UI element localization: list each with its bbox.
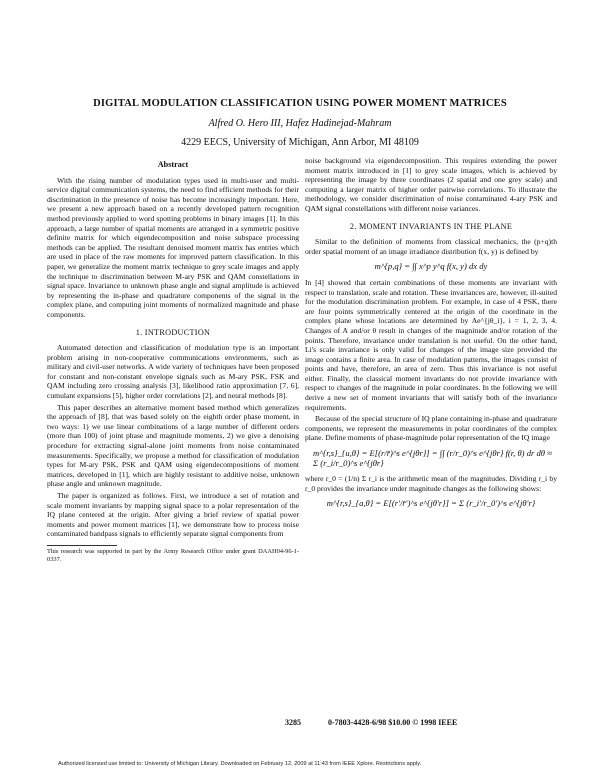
section-2-paragraph-4: where r_0 = (1/n) Σ r_i is the arithmetic mean of the magnitudes. Dividing r_i by r_0 provides the invariance under magnitude changes as the following shows: bbox=[305, 474, 557, 493]
abstract-heading: Abstract bbox=[157, 160, 189, 169]
left-column bbox=[47, 156, 299, 565]
footnote-rule bbox=[47, 545, 117, 546]
copyright-notice: 0-7803-4428-6/98 $10.00 © 1998 IEEE bbox=[328, 718, 458, 727]
page-number: 3285 bbox=[285, 718, 301, 727]
section-1-heading: 1. INTRODUCTION bbox=[135, 327, 211, 337]
intro-paragraph-3: The paper is organized as follows. First, we introduce a set of rotation and scale moment invariants by mapping signal space to a polar representation of the IQ plane centered at the origin. After giving a brief review of spatial power moments and power moment matrices [1], we demonstrate how to process noise contaminated bandpass signals to efficiently separate signal components from bbox=[47, 491, 299, 539]
abstract-text: With the rising number of modulation types used in multi-user and multi-service digital communication systems, the need to find efficient methods for their discrimination in the presence of noise has become increasingly important. Here, we present a new approach based on a recently developed pattern recognition method previously applied to word spotting problems in binary images [1]. In this approach, a large number of spatial moments are arranged in a symmetric positive definite matrix for which eigendecomposition and noise subspace processing methods can be applied. The resultant denoised moment matrix has entries which are used in place of the raw moments for improved pattern classification. In this paper, we generalize the moment matrix technique to grey scale images and apply the technique to discrimination between M-ary PSK and QAM constellations in signal space. Invariance to unknown phase angle and signal amplitude is achieved by representing the in-phase and quadrature components of the signal in the complex plane, and computing joint moments of normalized magnitude and phase components. bbox=[47, 175, 299, 319]
footnote: This research was supported in part by the Army Research Office under grant DAAH04-96-1-0337. bbox=[47, 547, 299, 563]
intro-paragraph-1: Automated detection and classification of modulation type is an important problem arising in non-cooperative communications environments, such as military and civil-user networks. A wide variety of techniques have been proposed for constant and non-constant envelope signals such as M-ary PSK, FSK and QAM including zero crossing analysis [3], likelihood ratio approximation [7, 6], cumulant expansions [5], higher order correlations [2], and neural methods [8]. bbox=[47, 343, 299, 401]
equation-1: m^{p,q} = ∫∫ x^p y^q f(x, y) dx dy bbox=[374, 261, 488, 272]
right-column bbox=[305, 156, 557, 515]
section-2-heading: 2. MOMENT INVARIANTS IN THE PLANE bbox=[349, 221, 513, 231]
intro-paragraph-2: This paper describes an alternative moment based method which generalizes the approach of [8], that was based solely on the eighth order phase moment, in two ways: 1) we use linear combinations of a large number of different orders (more than 100) of joint phase and magnitude moments, 2) we give a denoising procedure for extracting signal-alone joint moments from noise contaminated measurements. Specifically, we propose a method for classification of modulation types for M-ary PSK, PSK and QAM using eigendecompositions of moment matrices, developed in [1], which are highly resistant to additive noise, unknown phase angle and unknown magnitude. bbox=[47, 402, 299, 489]
license-notice: Authorized licensed use limited to: University of Michigan Library. Downloaded on February 12, 2009 at 11:43 from IEEE Xplore. Restrictions apply. bbox=[58, 761, 422, 767]
paper-authors: Alfred O. Hero III, Hafez Hadinejad-Mahram bbox=[208, 118, 392, 129]
intro-continued-paragraph: noise background via eigendecomposition. This requires extending the power moment matrix introduced in [1] to grey scale images, which is achieved by representing the image by three coordinates (2 spatial and one grey scale) and computing a larger matrix of higher order pairwise correlations. To illustrate the methodology, we consider discrimination of noise contaminated 4-ary PSK and QAM signal constellations with different noise variances. bbox=[305, 156, 557, 213]
paper-affiliation: 4229 EECS, University of Michigan, Ann Arbor, MI 48109 bbox=[181, 137, 419, 148]
section-2-paragraph-2: In [4] showed that certain combinations of these moments are invariant with respect to translation, scale and rotation. These invariances are, however, ill-suited for the modulation discrimination problem. For example, in case of 4 PSK, there are four points symmetrically centered at the origin of the coordinate in the complex plane whose locations are determined by Ae^{jθ_i}, i = 1, 2, 3, 4. Changes of A and/or θ result in changes of the magnitude and/or rotation of the points. Therefore, invariance under translation is not useful. On the other hand, Li's scale invariance is only valid for changes of the image size provided the image contains a finite area. In case of modulation patterns, the images consist of points and have, therefore, an area of zero. Thus this invariance is not useful either. Finally, the classical moment invariants do not provide invariance with respect to changes of the magnitude in polar coordinates. In the following we will derive a new set of moment invariants that will satisfy both of the invariance requirements. bbox=[305, 277, 557, 412]
section-2-paragraph-3: Because of the special structure of IQ plane containing in-phase and quadrature components, we represent the measurements in polar coordinates of the complex plane. Define moments of phase-magnitude polar representation of the IQ image bbox=[305, 414, 557, 443]
paper-title: DIGITAL MODULATION CLASSIFICATION USING POWER MOMENT MATRICES bbox=[93, 98, 507, 109]
equation-3: m^{r,s}_{a,θ} = E[(r'/r̄')^s e^{jθ'r}] = Σ (r_i'/r_0')^s e^{jθ'r} bbox=[326, 498, 536, 509]
equation-2: m^{r,s}_{u,θ} = E[(r/r̄)^s e^{jθr}] = ∫∫ (r/r_0)^s e^{jθr} f(r, θ) dr dθ ≈ Σ (r_i/r_0)^s e^{jθr} bbox=[313, 448, 552, 468]
section-2-paragraph-1: Similar to the definition of moments from classical mechanics, the (p+q)th order spatial moment of an image irradiance distribution f(x, y) is defined by bbox=[305, 237, 557, 256]
